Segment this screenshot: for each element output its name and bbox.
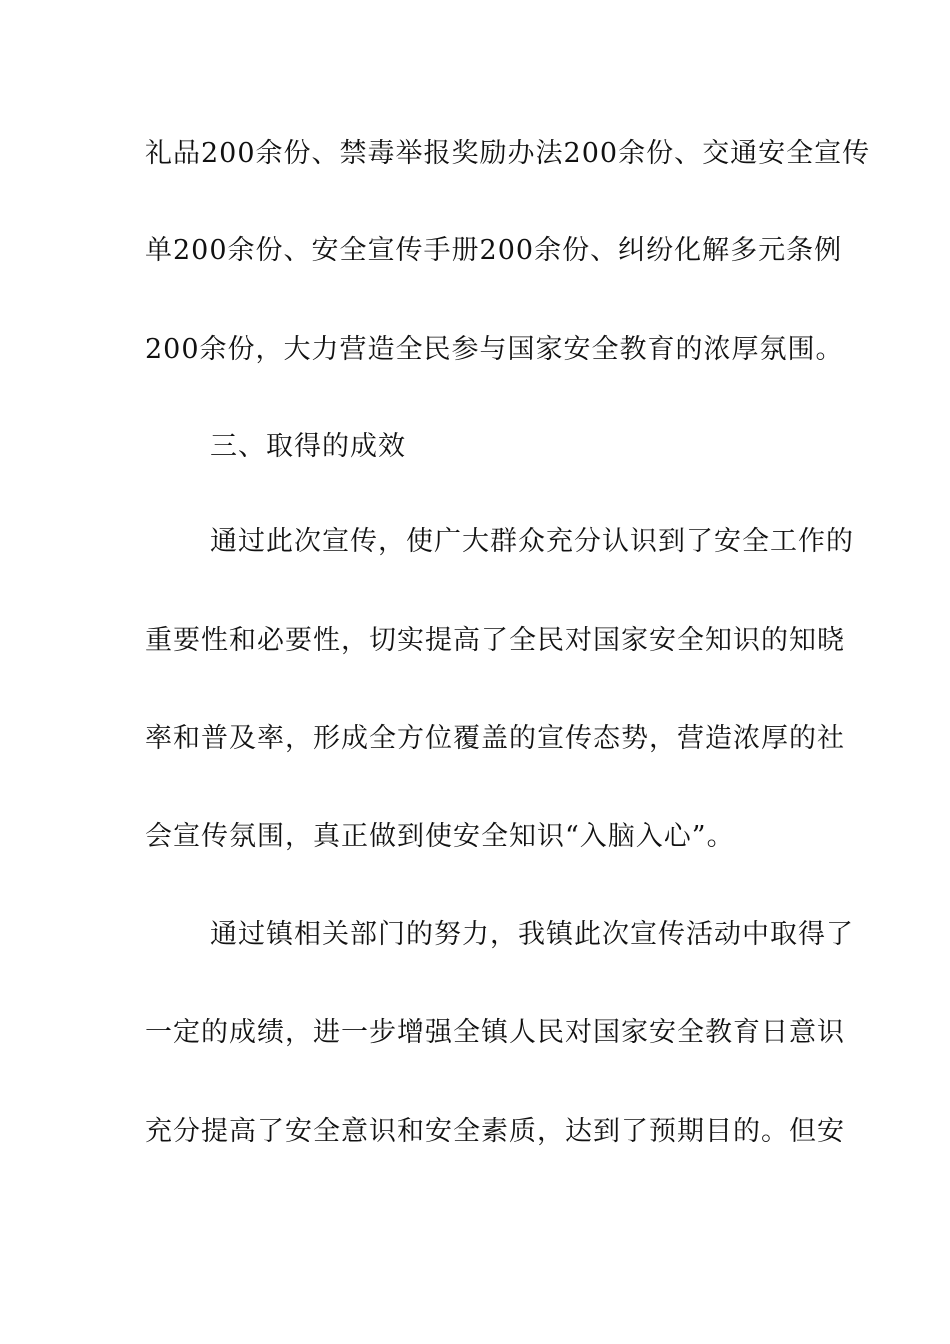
paragraph-line: 单200余份、安全宣传手册200余份、纠纷化解多元条例 <box>145 235 843 266</box>
paragraph-line: 通过此次宣传，使广大群众充分认识到了安全工作的 <box>210 526 854 557</box>
paragraph-line: 礼品200余份、禁毒举报奖励办法200余份、交通安全宣传 <box>145 138 871 169</box>
paragraph-line: 200余份，大力营造全民参与国家安全教育的浓厚氛围。 <box>145 334 844 365</box>
paragraph-line: 率和普及率，形成全方位覆盖的宣传态势，营造浓厚的社 <box>145 723 845 754</box>
paragraph-line: 充分提高了安全意识和安全素质，达到了预期目的。但安 <box>145 1116 845 1147</box>
paragraph-line: 重要性和必要性，切实提高了全民对国家安全知识的知晓 <box>145 625 845 656</box>
paragraph-line: 会宣传氛围，真正做到使安全知识“入脑入心”。 <box>145 821 735 852</box>
paragraph-line: 通过镇相关部门的努力，我镇此次宣传活动中取得了 <box>210 919 854 950</box>
paragraph-line: 一定的成绩，进一步增强全镇人民对国家安全教育日意识 <box>145 1017 845 1048</box>
section-heading: 三、取得的成效 <box>210 431 406 462</box>
